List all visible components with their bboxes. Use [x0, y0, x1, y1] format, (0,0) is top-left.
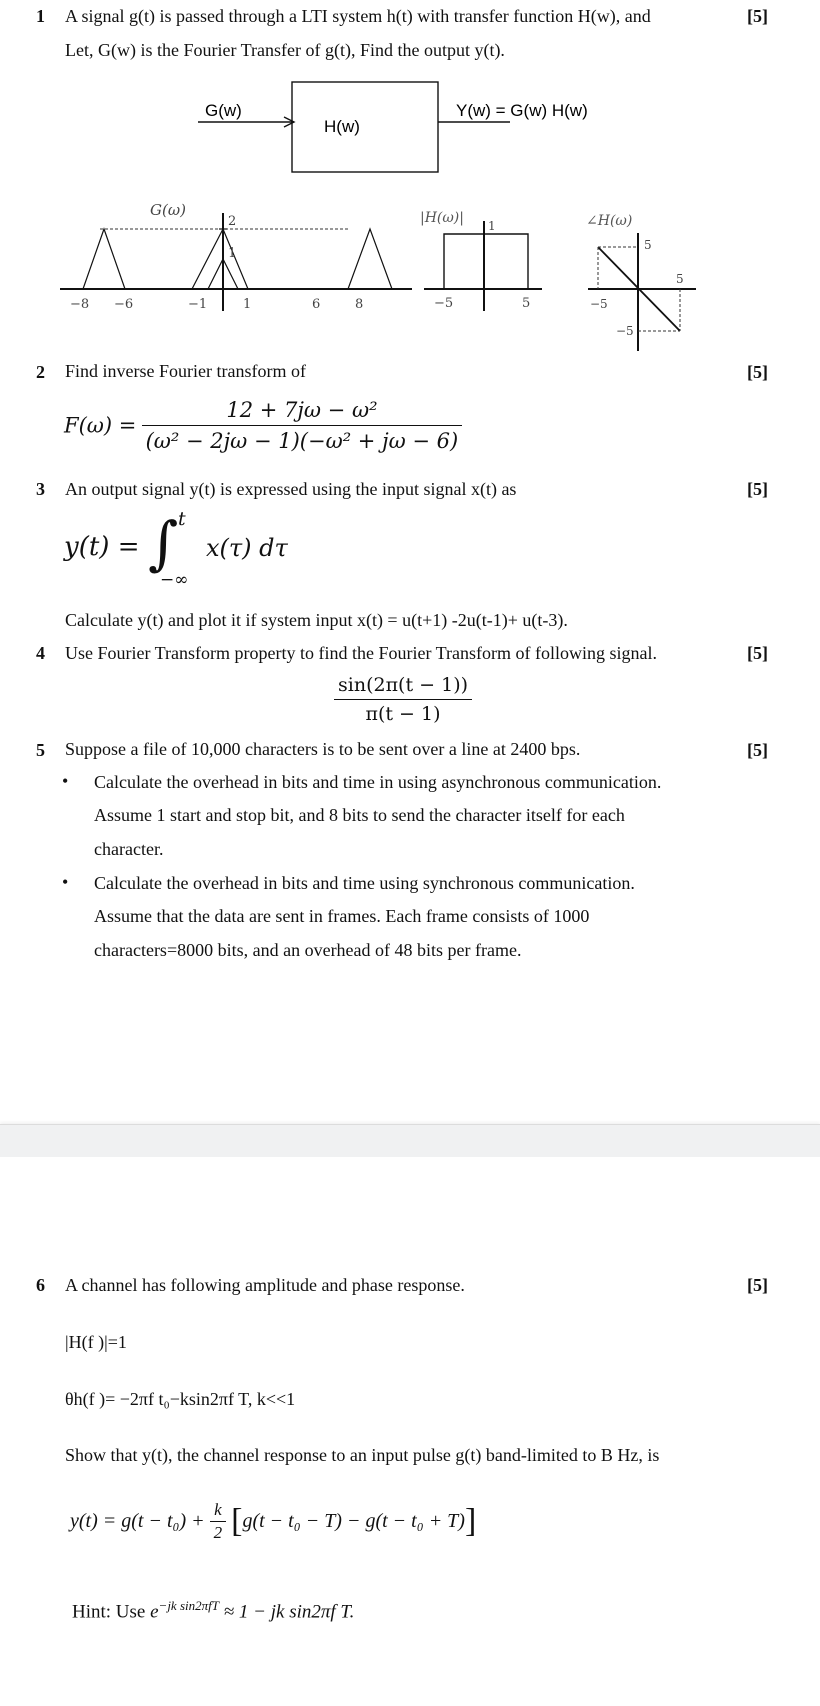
block-box — [292, 82, 438, 172]
q5-text: Suppose a file of 10,000 characters is to be sent over a line at 2400 bps. — [65, 739, 581, 759]
q3-marks: [5] — [747, 479, 768, 499]
q2-equation — [64, 398, 462, 453]
q6-hint-rest: ≈ 1 − jk sin2πf T. — [218, 1601, 355, 1623]
q2-fraction — [142, 398, 463, 453]
q6-hint-exp-power: −jk sin2πfT — [158, 1598, 219, 1613]
q1-line1: A signal g(t) is passed through a LTI system h(t) with transfer function H(w), and — [65, 6, 651, 26]
q2-lhs: F(ω) = — [64, 413, 137, 438]
q3-lhs: y(t) = — [64, 532, 140, 562]
mag-rect — [444, 234, 528, 289]
q5-bullet-2: • — [62, 872, 69, 892]
q6-eq-2: 2 — [210, 1521, 227, 1543]
q6-hint-exp-base: e — [150, 1601, 159, 1623]
q6-eq-lbracket: [ — [231, 1502, 243, 1540]
q5-bullet2-line3: characters=8000 bits, and an overhead of 48 bits per frame. — [94, 940, 522, 960]
g-tick-6: 6 — [312, 297, 321, 312]
q4-numerator: sin(2π(t − 1)) — [338, 674, 469, 696]
q6-equation — [70, 1500, 476, 1543]
q5-bullet2-line1: Calculate the overhead in bits and time using synchronous communication. — [94, 873, 635, 893]
q3-calc: Calculate y(t) and plot it if system input x(t) = u(t+1) -2u(t-1)+ u(t-3). — [65, 610, 568, 630]
g-label-1: 1 — [228, 246, 237, 261]
g-title: G(ω) — [150, 201, 186, 219]
q6-hint-prefix: Hint: Use — [72, 1601, 151, 1623]
q5-bullet1-line3: character. — [94, 839, 164, 859]
phase-tick-5-top: 5 — [644, 238, 652, 252]
g-center-triangle — [192, 229, 248, 289]
q3-number: 3 — [36, 479, 45, 499]
q3-upper-limit: t — [178, 508, 186, 530]
q6-amplitude: |H(f )|=1 — [65, 1332, 127, 1352]
q2-numerator: 12 + 7jω − ω² — [226, 398, 378, 422]
phase-title: ∠H(ω) — [586, 213, 633, 229]
g-tick-neg6: −6 — [114, 297, 134, 312]
q5-number: 5 — [36, 740, 45, 760]
q1-marks: [5] — [747, 6, 768, 26]
h-magnitude-plot — [420, 205, 545, 320]
q3-lower-limit: −∞ — [160, 570, 189, 590]
block-box-label: H(w) — [324, 117, 360, 136]
q3-text: An output signal y(t) is expressed using the input signal x(t) as — [65, 479, 517, 499]
q6-eq-k: k — [214, 1500, 222, 1519]
q2-denominator: (ω² − 2jω − 1)(−ω² + jω − 6) — [142, 425, 463, 453]
q6-phase: θh(f )= −2πf t₀−ksin2πf T, k<<1 — [65, 1389, 296, 1409]
q6-text: A channel has following amplitude and phase response. — [65, 1275, 465, 1295]
q2-marks: [5] — [747, 362, 768, 382]
q5-marks: [5] — [747, 740, 768, 760]
q6-number: 6 — [36, 1275, 45, 1295]
q6-eq-fraction — [210, 1500, 227, 1543]
q6-eq-rhs: g(t − t₀ − T) − g(t − t₀ + T) — [242, 1510, 465, 1532]
phase-tick-neg5-bottom: −5 — [616, 324, 634, 338]
q5-bullet1-line1: Calculate the overhead in bits and time in using asynchronous communication. — [94, 772, 662, 792]
q6-marks: [5] — [747, 1275, 768, 1295]
g-label-2: 2 — [228, 214, 237, 229]
block-output-label: Y(w) = G(w) H(w) — [456, 101, 588, 120]
q1-block-diagram — [0, 80, 820, 180]
q2-number: 2 — [36, 362, 45, 382]
g-tick-neg8: −8 — [70, 297, 90, 312]
q4-fraction — [334, 674, 472, 725]
mag-tick-5: 5 — [522, 296, 531, 311]
q4-equation — [334, 674, 472, 725]
g-tick-neg1: −1 — [188, 297, 208, 312]
g-left-triangle — [83, 229, 125, 289]
g-right-triangle — [348, 229, 392, 289]
q6-hint — [72, 1598, 354, 1623]
q3-integral-sign: ∫ — [148, 509, 179, 577]
mag-level: 1 — [488, 219, 496, 233]
q1-line2: Let, G(w) is the Fourier Transfer of g(t), Find the output y(t). — [65, 40, 505, 60]
q5-bullet-1: • — [62, 771, 69, 791]
phase-tick-neg5-left: −5 — [590, 297, 608, 311]
q4-denominator: π(t − 1) — [334, 699, 472, 725]
q4-marks: [5] — [747, 643, 768, 663]
q5-bullet2-line2: Assume that the data are sent in frames. Each frame consists of 1000 — [94, 906, 590, 926]
q4-number: 4 — [36, 643, 45, 663]
q2-text: Find inverse Fourier transform of — [65, 361, 306, 381]
page-break-gap — [0, 1124, 820, 1157]
q3-integrand: x(τ) dτ — [206, 534, 288, 562]
q5-bullet1-line2: Assume 1 start and stop bit, and 8 bits to send the character itself for each — [94, 805, 625, 825]
block-input-label: G(w) — [205, 101, 242, 120]
mag-tick-neg5: −5 — [434, 296, 454, 311]
g-tick-8: 8 — [355, 297, 364, 312]
h-phase-plot — [580, 205, 700, 355]
phase-tick-5-right: 5 — [676, 272, 684, 286]
mag-title: |H(ω)| — [420, 210, 464, 226]
q4-text: Use Fourier Transform property to find the Fourier Transform of following signal. — [65, 643, 657, 663]
q1-number: 1 — [36, 6, 45, 26]
q6-show: Show that y(t), the channel response to an input pulse g(t) band-limited to B Hz, is — [65, 1445, 660, 1465]
q6-eq-lhs: y(t) = g(t − t₀) + — [70, 1510, 205, 1532]
g-omega-plot — [50, 195, 420, 320]
q6-eq-rbracket: ] — [464, 1502, 477, 1540]
g-tick-1: 1 — [243, 297, 252, 312]
